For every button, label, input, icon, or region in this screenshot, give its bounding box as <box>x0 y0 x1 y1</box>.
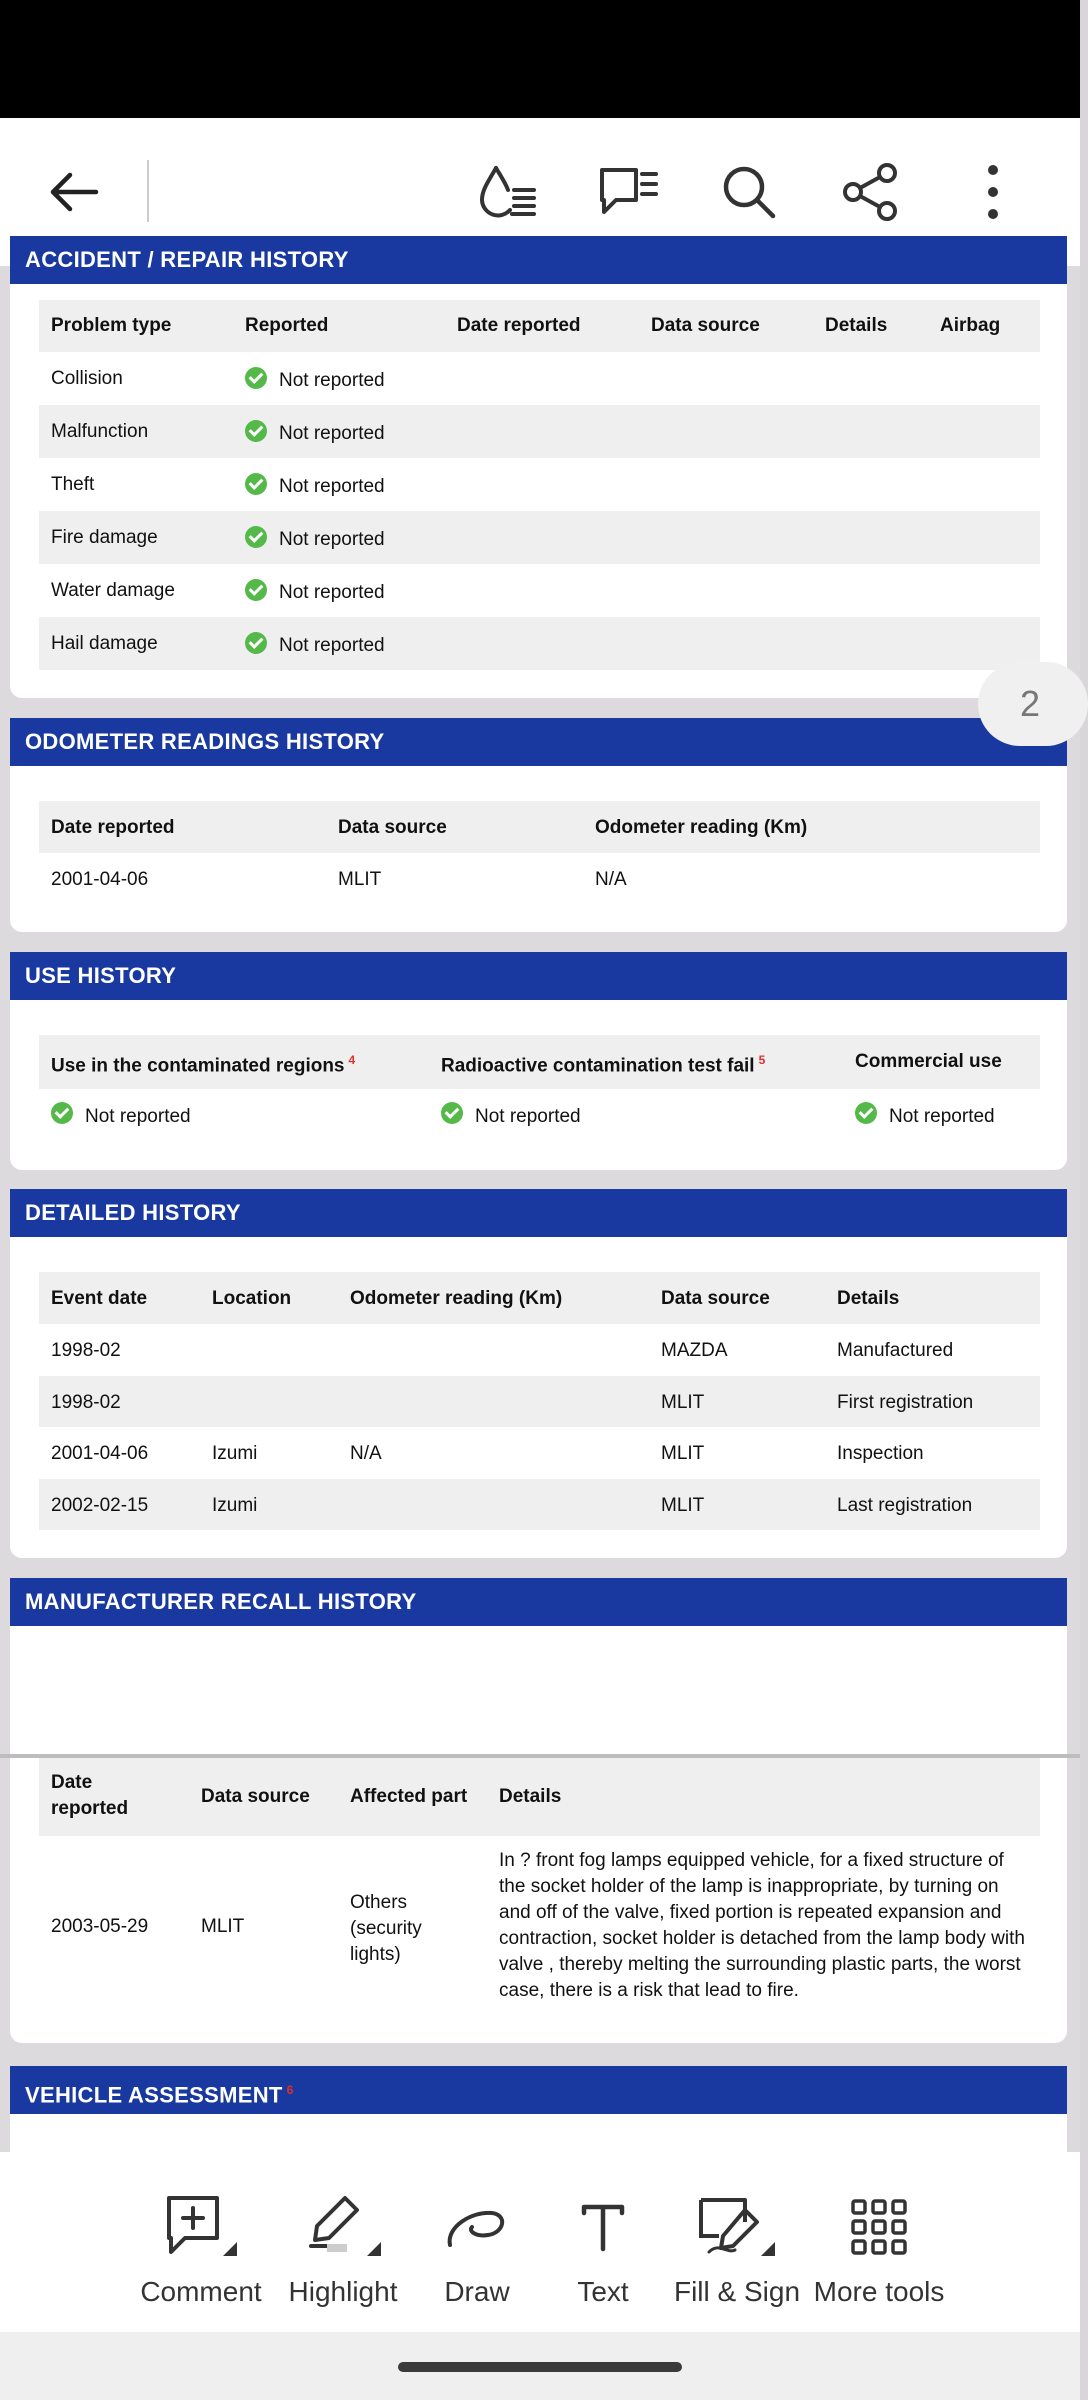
date-reported: 2003-05-29 <box>51 1916 149 1937</box>
fill-sign-icon <box>695 2192 779 2262</box>
more-tools[interactable] <box>804 2192 954 2322</box>
table-row <box>39 458 1040 511</box>
event-date: 2001-04-06 <box>51 1443 149 1464</box>
column-header: Details <box>499 1786 562 1807</box>
problem-type: Collision <box>51 368 123 389</box>
highlight-tool[interactable] <box>268 2192 418 2322</box>
table-row <box>39 1836 1040 2014</box>
check-icon <box>245 367 267 389</box>
reported-status: Not reported <box>279 582 385 603</box>
event-date: 2002-02-15 <box>51 1495 149 1516</box>
table-row <box>39 853 1040 905</box>
section-title: USE HISTORY <box>10 952 1067 1000</box>
detailed-history-section <box>10 1189 1067 1558</box>
column-header: Problem type <box>51 315 172 336</box>
problem-type: Theft <box>51 474 95 495</box>
more-vertical-icon <box>983 162 1003 222</box>
location: Izumi <box>212 1443 258 1464</box>
check-icon <box>245 632 267 654</box>
table-row <box>39 1479 1040 1530</box>
more-options-button[interactable] <box>949 148 1037 236</box>
tool-label: Text <box>577 2276 629 2307</box>
table-header-row <box>39 801 1040 853</box>
problem-type: Malfunction <box>51 421 149 442</box>
status-value: Not reported <box>85 1106 191 1127</box>
details: Inspection <box>837 1443 924 1464</box>
comment-tool[interactable] <box>126 2192 276 2322</box>
recall-details: In ? front fog lamps equipped vehicle, for a fixed structure of the socket holder of the lamp is inappropriate, by turning on and off of the valve, fixed portion is repeated expansion and contraction, socket holder is detached from the lamp body with valve , thereby melting the surrounding plastic parts, the worst case, there is a risk that lead to fire. <box>499 1850 1025 2001</box>
comments-button[interactable] <box>584 148 672 236</box>
odometer-reading: N/A <box>595 869 627 890</box>
recall-history-section <box>10 1578 1067 2043</box>
reported-status: Not reported <box>279 635 385 656</box>
text-tool[interactable] <box>528 2192 678 2322</box>
column-header: Odometer reading (Km) <box>350 1288 563 1309</box>
status-bar <box>0 0 1080 118</box>
data-source: MLIT <box>338 869 382 890</box>
column-header: Data source <box>661 1288 770 1309</box>
liquid-mode-button[interactable] <box>464 148 552 236</box>
check-icon <box>855 1102 877 1124</box>
details: Manufactured <box>837 1340 954 1361</box>
page-break-divider <box>0 1754 1080 1758</box>
navigation-bar <box>0 2332 1080 2400</box>
column-header: Commercial use <box>855 1051 1002 1072</box>
check-icon <box>51 1102 73 1124</box>
table-row <box>39 617 1040 670</box>
text-icon <box>578 2197 628 2257</box>
footnote-marker: 4 <box>348 1053 356 1067</box>
table-row <box>39 1427 1040 1479</box>
column-header: Airbag <box>940 315 1001 336</box>
check-icon <box>441 1102 463 1124</box>
check-icon <box>245 526 267 548</box>
data-source: MLIT <box>661 1495 705 1516</box>
liquid-mode-icon <box>476 160 540 224</box>
page-number-indicator[interactable]: 2 <box>978 662 1088 746</box>
data-source: MLIT <box>661 1443 705 1464</box>
column-header: Date reported <box>457 315 581 336</box>
column-header: Use in the contaminated regions $^4$ <box>51 1053 356 1077</box>
search-button[interactable] <box>705 148 793 236</box>
section-title: ODOMETER READINGS HISTORY <box>10 718 1067 766</box>
table-header-row <box>39 1272 1040 1324</box>
column-header: Date reported <box>51 1772 129 1819</box>
odometer-table <box>39 801 1040 905</box>
check-icon <box>245 473 267 495</box>
column-header: Data source <box>651 315 760 336</box>
table-header-row <box>39 1758 1040 1836</box>
share-button[interactable] <box>826 148 914 236</box>
table-row <box>39 405 1040 458</box>
column-header: Affected part <box>350 1786 468 1807</box>
table-row <box>39 1376 1040 1427</box>
odometer-section <box>10 718 1067 932</box>
table-row <box>39 352 1040 405</box>
column-header: Odometer reading (Km) <box>595 817 808 838</box>
accident-table <box>39 300 1040 670</box>
reported-status: Not reported <box>279 476 385 497</box>
table-header-row <box>39 300 1040 352</box>
section-title: VEHICLE ASSESSMENT $^6$ <box>10 2066 1067 2114</box>
column-header: Details <box>837 1288 900 1309</box>
problem-type: Water damage <box>51 580 175 601</box>
column-header: Data source <box>201 1786 310 1807</box>
recall-table <box>39 1758 1040 2014</box>
reported-status: Not reported <box>279 370 385 391</box>
tool-label: Comment <box>140 2276 262 2307</box>
event-date: 1998-02 <box>51 1392 121 1413</box>
back-button[interactable] <box>30 148 118 236</box>
accident-repair-section <box>10 236 1067 698</box>
problem-type: Fire damage <box>51 527 158 548</box>
column-header: Date reported <box>51 817 175 838</box>
details: Last registration <box>837 1495 973 1516</box>
tool-label: Highlight <box>288 2276 398 2307</box>
footnote-marker: 5 <box>758 1053 766 1067</box>
check-icon <box>245 579 267 601</box>
share-icon <box>839 161 901 223</box>
comment-add-icon <box>161 2192 241 2262</box>
tool-label: Fill & Sign <box>673 2276 801 2307</box>
use-history-section <box>10 952 1067 1170</box>
tool-label: Draw <box>444 2276 510 2307</box>
column-header: Event date <box>51 1288 148 1309</box>
section-title: MANUFACTURER RECALL HISTORY <box>10 1578 1067 1626</box>
section-title: DETAILED HISTORY <box>10 1189 1067 1237</box>
section-title: ACCIDENT / REPAIR HISTORY <box>10 236 1067 284</box>
back-arrow-icon <box>46 170 102 214</box>
reported-status: Not reported <box>279 529 385 550</box>
fill-sign-tool[interactable] <box>662 2192 812 2322</box>
column-header: Location <box>212 1288 292 1309</box>
table-row <box>39 511 1040 564</box>
bottom-toolbar <box>0 2152 1080 2332</box>
highlighter-icon <box>301 2192 385 2262</box>
table-row <box>39 1089 1040 1143</box>
comments-icon <box>596 160 660 224</box>
table-header-row <box>39 1035 1040 1089</box>
odometer-reading: N/A <box>350 1443 382 1464</box>
data-source: MLIT <box>201 1916 245 1937</box>
affected-part: Others (security lights) <box>350 1892 422 1965</box>
footnote-marker: 6 <box>286 2083 294 2097</box>
event-date: 1998-02 <box>51 1340 121 1361</box>
table-row <box>39 1324 1040 1376</box>
detailed-table <box>39 1272 1040 1530</box>
document-view[interactable] <box>0 247 1080 2152</box>
details: First registration <box>837 1392 974 1413</box>
data-source: MLIT <box>661 1392 705 1413</box>
location: Izumi <box>212 1495 258 1516</box>
toolbar-divider <box>147 160 149 222</box>
column-header: Details <box>825 315 888 336</box>
column-header: Data source <box>338 817 447 838</box>
date-reported: 2001-04-06 <box>51 869 149 890</box>
draw-icon <box>442 2197 512 2257</box>
data-source: MAZDA <box>661 1340 728 1361</box>
column-header: Reported <box>245 315 329 336</box>
problem-type: Hail damage <box>51 633 158 654</box>
tool-label: More tools <box>813 2276 945 2307</box>
column-header: Radioactive contamination test fail $^5$ <box>441 1053 766 1077</box>
check-icon <box>245 420 267 442</box>
use-table <box>39 1035 1040 1143</box>
reported-status: Not reported <box>279 423 385 444</box>
status-value: Not reported <box>475 1106 581 1127</box>
status-value: Not reported <box>889 1106 995 1127</box>
search-icon <box>719 162 779 222</box>
home-indicator[interactable] <box>398 2362 682 2372</box>
grid-icon <box>851 2199 907 2255</box>
table-row <box>39 564 1040 617</box>
